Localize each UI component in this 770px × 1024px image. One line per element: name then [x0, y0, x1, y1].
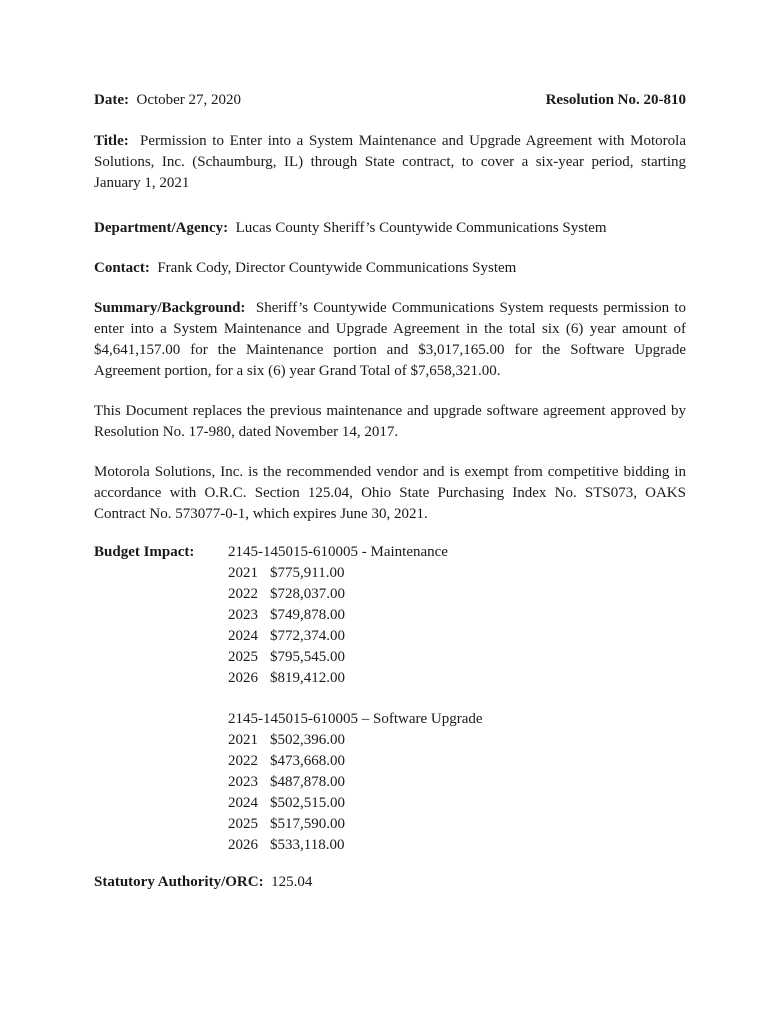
year: 2021 — [228, 732, 258, 748]
amount: $502,515.00 — [270, 795, 345, 811]
maintenance-row — [228, 563, 344, 584]
software-row — [228, 730, 345, 751]
department-paragraph — [94, 218, 686, 239]
amount: $819,412.00 — [270, 670, 345, 686]
amount: $517,590.00 — [270, 816, 345, 832]
summary-text: Sheriff’s Countywide Communications System requests permission to enter into a System Maintenance and Upgrade Agreement in the total six (6) year amount of $4,641,157.00 for the Maintenance portion and $3,017,165.00 for the Software Upgrade Agreement portion, for a six (6) year Grand Total of $7,658,321.00. — [94, 300, 686, 379]
software-row — [228, 772, 345, 793]
date-value: October 27, 2020 — [136, 92, 242, 108]
vendor-paragraph: Motorola Solutions, Inc. is the recommended vendor and is exempt from competitive bidding in accordance with O.R.C. Section 125.04, Ohio State Purchasing Index No. STS073, OAKS Contract No. 573077-0-1, which expires June 30, 2021. — [94, 464, 686, 522]
contact-paragraph — [94, 258, 686, 279]
year: 2024 — [228, 795, 258, 811]
year: 2022 — [228, 586, 258, 602]
year: 2025 — [228, 816, 258, 832]
software-row — [228, 751, 345, 772]
contact-label: Contact: — [94, 260, 150, 276]
amount: $487,878.00 — [270, 774, 345, 790]
amount: $795,545.00 — [270, 649, 345, 665]
software-row — [228, 835, 344, 856]
resolution-number: Resolution No. 20-810 — [545, 92, 686, 108]
statutory-label: Statutory Authority/ORC: — [94, 874, 264, 890]
amount: $749,878.00 — [270, 607, 345, 623]
amount: $502,396.00 — [270, 732, 345, 748]
maintenance-row — [228, 626, 345, 647]
title-paragraph — [94, 131, 686, 194]
amount: $772,374.00 — [270, 628, 345, 644]
department-text: Lucas County Sheriff’s Countywide Communications System — [235, 220, 607, 236]
year: 2023 — [228, 774, 258, 790]
date-label: Date: — [94, 92, 129, 108]
software-account: 2145-145015-610005 – Software Upgrade — [228, 711, 483, 727]
amount: $728,037.00 — [270, 586, 345, 602]
amount: $775,911.00 — [270, 565, 345, 581]
summary-label: Summary/Background: — [94, 300, 246, 316]
date-line — [94, 90, 241, 111]
department-label: Department/Agency: — [94, 220, 229, 236]
statutory-value: 125.04 — [271, 874, 313, 890]
year: 2026 — [228, 670, 258, 686]
year: 2021 — [228, 565, 258, 581]
header-row — [94, 90, 686, 111]
year: 2025 — [228, 649, 258, 665]
software-row — [228, 814, 345, 835]
maintenance-account: 2145-145015-610005 - Maintenance — [228, 544, 448, 560]
maintenance-row — [228, 668, 345, 689]
summary-paragraph — [94, 298, 686, 382]
statutory-authority-line — [94, 872, 312, 893]
year: 2026 — [228, 837, 258, 853]
replacement-paragraph: This Document replaces the previous maintenance and upgrade software agreement approved by Resolution No. 17-980, dated November 14, 2017. — [94, 403, 686, 440]
amount: $533,118.00 — [270, 837, 345, 853]
software-row — [228, 793, 345, 814]
year: 2022 — [228, 753, 258, 769]
contact-text: Frank Cody, Director Countywide Communications System — [157, 260, 517, 276]
maintenance-row — [228, 584, 345, 605]
maintenance-row — [228, 605, 345, 626]
year: 2024 — [228, 628, 258, 644]
budget-impact-label: Budget Impact: — [94, 544, 195, 560]
year: 2023 — [228, 607, 258, 623]
title-text: Permission to Enter into a System Maintenance and Upgrade Agreement with Motorola Solutions, Inc. (Schaumburg, IL) through State contract, to cover a six-year period, starting January 1, 2021 — [94, 133, 686, 191]
maintenance-row — [228, 647, 345, 668]
title-label: Title: — [94, 133, 129, 149]
amount: $473,668.00 — [270, 753, 345, 769]
